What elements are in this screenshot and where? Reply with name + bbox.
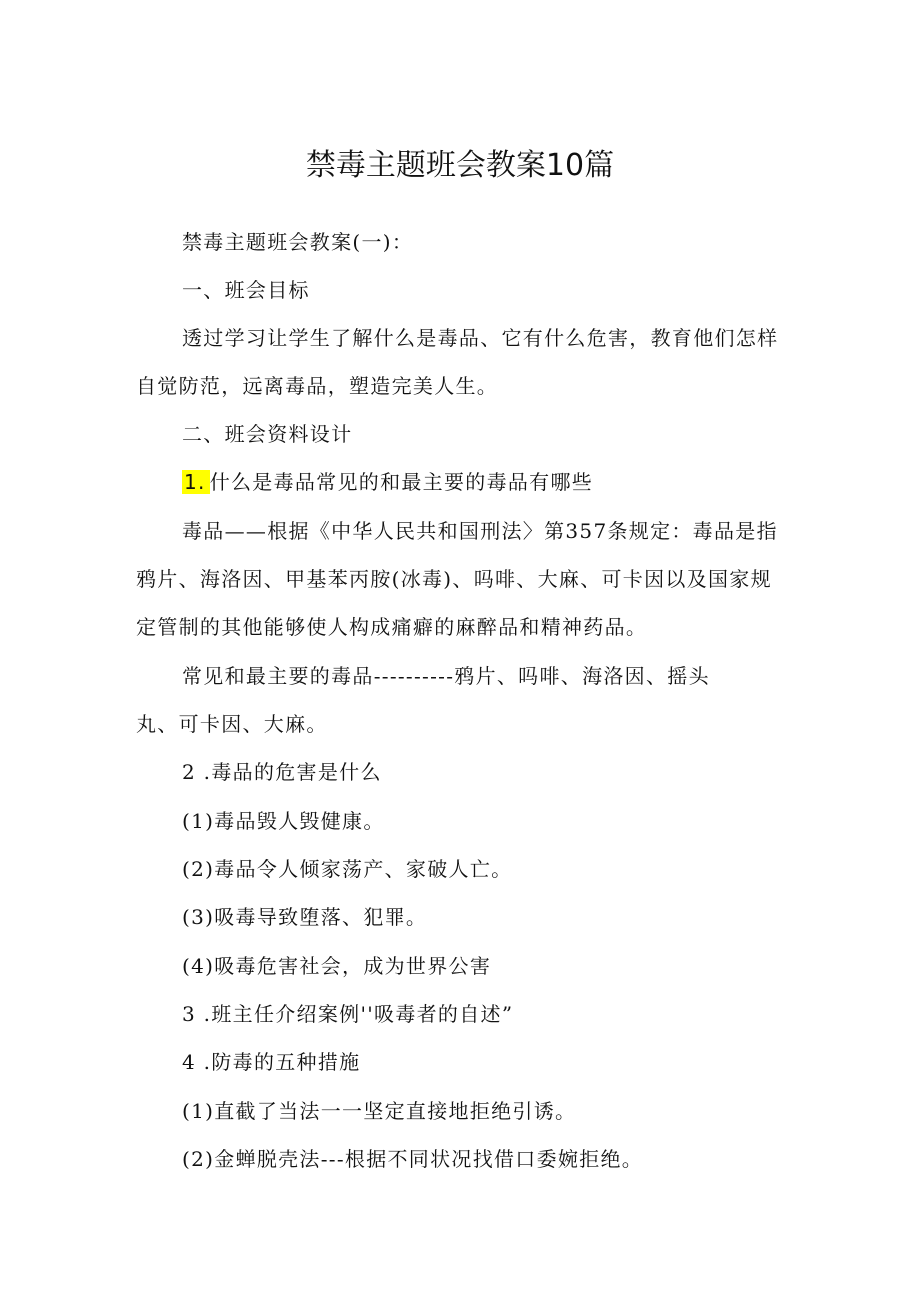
measure-item-1: (1)直截了当法一一坚定直接地拒绝引诱。 (182, 1099, 577, 1123)
item-drug-harms: 2 .毒品的危害是什么 (182, 760, 382, 784)
paragraph-definition-line-3: 定管制的其他能够使人构成痛癖的麻醉品和精神药品。 (136, 615, 648, 639)
paragraph-definition-line-2: 鸦片、海洛因、甲基苯丙胺(冰毒)、吗啡、大麻、可卡因以及国家规 (136, 567, 772, 591)
document-title: 禁毒主题班会教案10篇 (305, 148, 615, 183)
paragraph-common-drugs-line-2: 丸、可卡因、大麻。 (136, 712, 328, 736)
paragraph-common-drugs-line-1: 常见和最主要的毒品----------鸦片、吗啡、海洛因、摇头 (182, 664, 710, 688)
paragraph-goal-line-1: 透过学习让学生了解什么是毒品、它有什么危害，教育他们怎样 (182, 326, 779, 350)
paragraph-definition-line-1: 毒品——根据《中华人民共和国刑法〉第357条规定：毒品是指 (182, 519, 778, 543)
harm-item-3: (3)吸毒导致堕落、犯罪。 (182, 905, 428, 929)
heading-content-design: 二、班会资料设计 (182, 422, 353, 446)
highlighted-number: 1. (182, 470, 210, 494)
item-what-are-drugs-text: 什么是毒品常见的和最主要的毒品有哪些 (209, 470, 594, 494)
item-prevention-measures: 4 .防毒的五种措施 (182, 1050, 361, 1074)
section-heading-lesson-one: 禁毒主题班会教案(一)： (182, 230, 414, 254)
measure-item-2: (2)金蝉脱壳法---根据不同状况找借口委婉拒绝。 (182, 1147, 644, 1171)
item-what-are-drugs (182, 466, 593, 498)
heading-class-goal: 一、班会目标 (182, 278, 310, 302)
paragraph-goal-line-2: 自觉防范，远离毒品，塑造完美人生。 (136, 374, 499, 398)
harm-item-4: (4)吸毒危害社会，成为世界公害 (182, 954, 492, 978)
harm-item-1: (1)毒品毁人毁健康。 (182, 809, 385, 833)
harm-item-2: (2)毒品令人倾家荡产、家破人亡。 (182, 857, 513, 881)
item-case-introduction: 3 .班主任介绍案例''吸毒者的自述” (182, 1002, 514, 1026)
